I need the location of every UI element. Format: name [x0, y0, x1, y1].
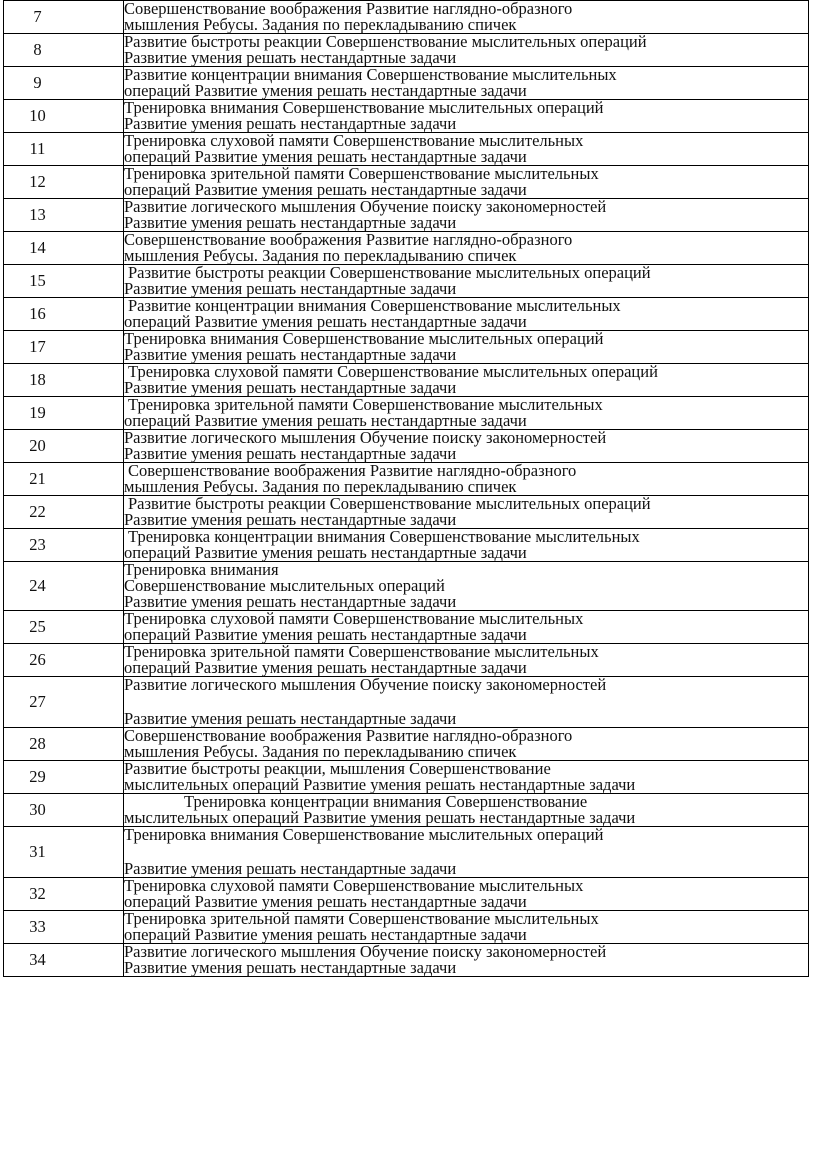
lesson-topic-line: мышления Ребусы. Задания по перекладыванию спичек [124, 246, 517, 265]
table-row [4, 644, 809, 677]
row-number: 22 [29, 502, 46, 521]
row-number: 32 [29, 884, 46, 903]
row-number: 9 [33, 73, 42, 92]
lesson-topic-line: Тренировка зрительной памяти Совершенствование мыслительных [124, 642, 599, 661]
row-number-cell [4, 728, 124, 761]
lesson-topic-line: операций Развитие умения решать нестандартные задачи [124, 625, 527, 644]
table-row [4, 761, 809, 794]
lesson-plan-table [3, 0, 809, 977]
lesson-topic-line: Развитие логического мышления Обучение поиску закономерностей [124, 197, 607, 216]
row-number: 16 [29, 304, 46, 323]
lesson-topic-line: Развитие умения решать нестандартные задачи [124, 48, 457, 67]
lesson-topic-cell [124, 298, 809, 331]
row-number-cell [4, 944, 124, 977]
lesson-topic-line: Тренировка зрительной памяти Совершенствование мыслительных [124, 909, 599, 928]
lesson-topic-line: Тренировка слуховой памяти Совершенствование мыслительных [124, 609, 584, 628]
table-row [4, 463, 809, 496]
lesson-topic-cell [124, 232, 809, 265]
lesson-topic-line: Развитие умения решать нестандартные задачи [124, 213, 457, 232]
row-number-cell [4, 827, 124, 878]
lesson-topic-line: Развитие логического мышления Обучение поиску закономерностей [124, 428, 607, 447]
lesson-topic-line: Совершенствование воображения Развитие наглядно-образного [124, 0, 573, 18]
lesson-topic-cell [124, 34, 809, 67]
lesson-topic-line: операций Развитие умения решать нестандартные задачи [124, 543, 527, 562]
row-number: 33 [29, 917, 46, 936]
lesson-topic-cell [124, 761, 809, 794]
lesson-topic-line: Развитие умения решать нестандартные задачи [124, 592, 457, 611]
lesson-topic-line: Развитие умения решать нестандартные задачи [124, 709, 457, 728]
lesson-topic-cell [124, 67, 809, 100]
lesson-topic-line: Развитие быстроты реакции Совершенствование мыслительных операций [128, 263, 651, 282]
lesson-topic-line: мыслительных операций Развитие умения решать нестандартные задачи [124, 775, 636, 794]
table-row [4, 1, 809, 34]
row-number: 28 [29, 734, 46, 753]
table-row [4, 331, 809, 364]
row-number-cell [4, 496, 124, 529]
lesson-topic-line: Развитие умения решать нестандартные задачи [124, 345, 457, 364]
row-number: 26 [29, 650, 46, 669]
table-row [4, 878, 809, 911]
row-number: 15 [29, 271, 46, 290]
lesson-topic-cell [124, 166, 809, 199]
lesson-topic-line: Тренировка зрительной памяти Совершенствование мыслительных [128, 395, 603, 414]
lesson-topic-cell [124, 644, 809, 677]
lesson-topic-cell [124, 827, 809, 878]
row-number: 18 [29, 370, 46, 389]
row-number: 8 [33, 40, 42, 59]
lesson-topic-line: операций Развитие умения решать нестандартные задачи [124, 892, 527, 911]
lesson-topic-cell [124, 611, 809, 644]
lesson-topic-line: Совершенствование мыслительных операций [124, 576, 445, 595]
row-number-cell [4, 265, 124, 298]
lesson-topic-line: операций Развитие умения решать нестандартные задачи [124, 180, 527, 199]
row-number-cell [4, 397, 124, 430]
table-row [4, 529, 809, 562]
lesson-topic-cell [124, 878, 809, 911]
lesson-plan-body [4, 1, 809, 977]
row-number-cell [4, 364, 124, 397]
lesson-topic-cell [124, 911, 809, 944]
row-number-cell [4, 199, 124, 232]
lesson-topic-line: Совершенствование воображения Развитие наглядно-образного [124, 726, 573, 745]
row-number-cell [4, 794, 124, 827]
lesson-topic-line: Развитие концентрации внимания Совершенствование мыслительных [124, 65, 617, 84]
lesson-topic-line: Тренировка слуховой памяти Совершенствование мыслительных [124, 131, 584, 150]
row-number: 34 [29, 950, 46, 969]
lesson-topic-line: Развитие быстроты реакции, мышления Совершенствование [124, 759, 551, 778]
row-number: 17 [29, 337, 46, 356]
lesson-topic-line: Развитие логического мышления Обучение поиску закономерностей [124, 675, 607, 694]
lesson-topic-cell [124, 1, 809, 34]
lesson-topic-line: операций Развитие умения решать нестандартные задачи [124, 81, 527, 100]
lesson-topic-cell [124, 463, 809, 496]
table-row [4, 199, 809, 232]
lesson-topic-cell [124, 331, 809, 364]
lesson-topic-line: Развитие умения решать нестандартные задачи [124, 958, 457, 977]
row-number-cell [4, 166, 124, 199]
row-number-cell [4, 761, 124, 794]
row-number-cell [4, 331, 124, 364]
table-row [4, 827, 809, 878]
lesson-topic-line: Развитие быстроты реакции Совершенствование мыслительных операций [128, 494, 651, 513]
table-row [4, 232, 809, 265]
lesson-topic-line: Совершенствование воображения Развитие наглядно-образного [124, 230, 573, 249]
row-number-cell [4, 34, 124, 67]
lesson-topic-line: Развитие умения решать нестандартные задачи [124, 378, 457, 397]
lesson-topic-line: Тренировка внимания [124, 560, 279, 579]
lesson-topic-line: мышления Ребусы. Задания по перекладыванию спичек [124, 742, 517, 761]
lesson-topic-cell [124, 562, 809, 611]
lesson-topic-line: операций Развитие умения решать нестандартные задачи [124, 925, 527, 944]
table-row [4, 298, 809, 331]
table-row [4, 794, 809, 827]
lesson-topic-line: операций Развитие умения решать нестандартные задачи [124, 312, 527, 331]
table-row [4, 430, 809, 463]
lesson-topic-line: операций Развитие умения решать нестандартные задачи [124, 658, 527, 677]
table-row [4, 100, 809, 133]
row-number: 19 [29, 403, 46, 422]
row-number-cell [4, 911, 124, 944]
table-row [4, 944, 809, 977]
row-number: 29 [29, 767, 46, 786]
row-number: 21 [29, 469, 46, 488]
lesson-topic-line: Развитие умения решать нестандартные задачи [124, 859, 457, 878]
row-number: 20 [29, 436, 46, 455]
row-number-cell [4, 463, 124, 496]
row-number: 12 [29, 172, 46, 191]
row-number-cell [4, 1, 124, 34]
lesson-topic-cell [124, 397, 809, 430]
lesson-topic-line: мышления Ребусы. Задания по перекладыванию спичек [124, 477, 517, 496]
lesson-topic-cell [124, 728, 809, 761]
row-number: 24 [29, 576, 46, 595]
row-number-cell [4, 529, 124, 562]
row-number: 27 [29, 692, 46, 711]
table-row [4, 496, 809, 529]
lesson-topic-cell [124, 364, 809, 397]
lesson-topic-line: Развитие умения решать нестандартные задачи [124, 510, 457, 529]
row-number-cell [4, 133, 124, 166]
lesson-topic-line: Развитие умения решать нестандартные задачи [124, 444, 457, 463]
table-row [4, 728, 809, 761]
lesson-topic-cell [124, 430, 809, 463]
row-number: 10 [29, 106, 46, 125]
table-row [4, 265, 809, 298]
table-row [4, 67, 809, 100]
lesson-topic-cell [124, 529, 809, 562]
lesson-topic-cell [124, 496, 809, 529]
table-row [4, 166, 809, 199]
lesson-topic-line: Тренировка концентрации внимания Совершенствование [184, 792, 588, 811]
lesson-topic-line: Тренировка зрительной памяти Совершенствование мыслительных [124, 164, 599, 183]
lesson-topic-cell [124, 944, 809, 977]
row-number: 25 [29, 617, 46, 636]
lesson-topic-line: Тренировка внимания Совершенствование мыслительных операций [124, 825, 604, 844]
lesson-topic-cell [124, 265, 809, 298]
table-row [4, 34, 809, 67]
row-number-cell [4, 677, 124, 728]
table-row [4, 364, 809, 397]
row-number: 23 [29, 535, 46, 554]
row-number-cell [4, 430, 124, 463]
row-number-cell [4, 611, 124, 644]
lesson-topic-line: Тренировка концентрации внимания Совершенствование мыслительных [128, 527, 640, 546]
lesson-topic-line: Развитие умения решать нестандартные задачи [124, 279, 457, 298]
row-number-cell [4, 562, 124, 611]
lesson-topic-line: Тренировка внимания Совершенствование мыслительных операций [124, 98, 604, 117]
lesson-topic-line: Тренировка слуховой памяти Совершенствование мыслительных [124, 876, 584, 895]
lesson-topic-line: Совершенствование воображения Развитие наглядно-образного [128, 461, 577, 480]
lesson-topic-line: Развитие быстроты реакции Совершенствование мыслительных операций [124, 32, 647, 51]
row-number-cell [4, 878, 124, 911]
lesson-topic-line: Тренировка внимания Совершенствование мыслительных операций [124, 329, 604, 348]
lesson-topic-line: операций Развитие умения решать нестандартные задачи [124, 147, 527, 166]
table-row [4, 562, 809, 611]
lesson-topic-cell [124, 677, 809, 728]
table-row [4, 611, 809, 644]
lesson-topic-line: Тренировка слуховой памяти Совершенствование мыслительных операций [128, 362, 658, 381]
lesson-topic-cell [124, 199, 809, 232]
lesson-topic-line: Развитие концентрации внимания Совершенствование мыслительных [128, 296, 621, 315]
lesson-topic-line: Развитие логического мышления Обучение поиску закономерностей [124, 942, 607, 961]
row-number: 7 [33, 7, 42, 26]
table-row [4, 677, 809, 728]
lesson-topic-line: Развитие умения решать нестандартные задачи [124, 114, 457, 133]
lesson-topic-line: мышления Ребусы. Задания по перекладыванию спичек [124, 15, 517, 34]
row-number-cell [4, 644, 124, 677]
row-number-cell [4, 67, 124, 100]
row-number-cell [4, 232, 124, 265]
row-number: 30 [29, 800, 46, 819]
row-number: 11 [29, 139, 46, 158]
row-number: 13 [29, 205, 46, 224]
lesson-topic-cell [124, 133, 809, 166]
row-number-cell [4, 298, 124, 331]
table-row [4, 397, 809, 430]
lesson-topic-cell [124, 100, 809, 133]
lesson-topic-line: операций Развитие умения решать нестандартные задачи [124, 411, 527, 430]
lesson-topic-line: мыслительных операций Развитие умения решать нестандартные задачи [124, 808, 636, 827]
row-number: 31 [29, 842, 46, 861]
lesson-topic-cell [124, 794, 809, 827]
row-number-cell [4, 100, 124, 133]
row-number: 14 [29, 238, 46, 257]
table-row [4, 133, 809, 166]
table-row [4, 911, 809, 944]
